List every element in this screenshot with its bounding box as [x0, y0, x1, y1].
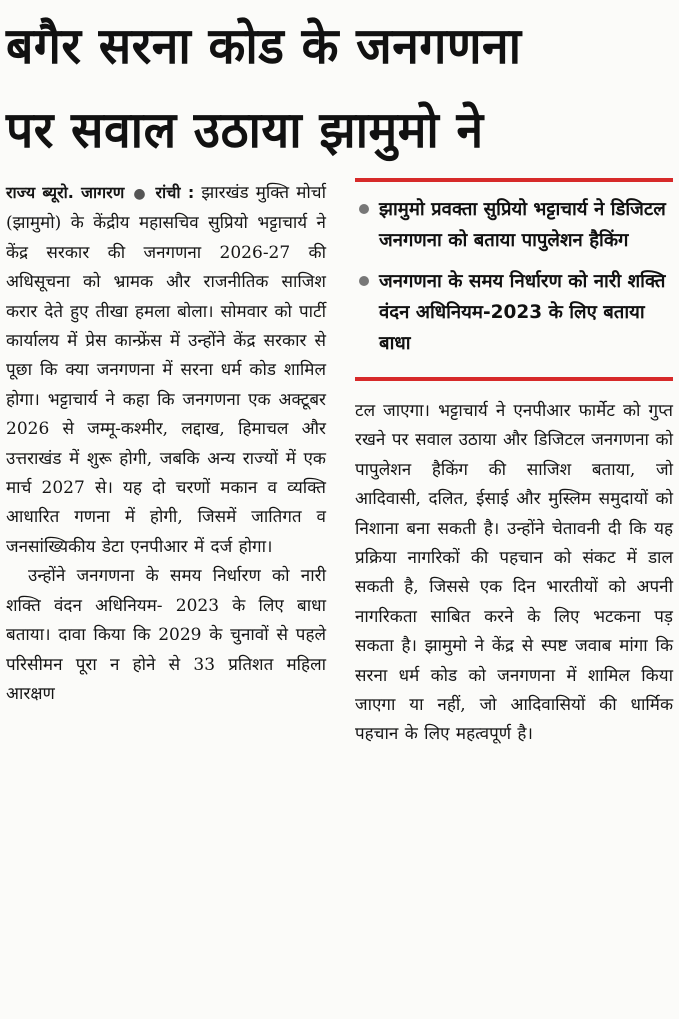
byline-place: रांची :	[155, 183, 195, 202]
paragraph-1-text: झारखंड मुक्ति मोर्चा (झामुमो) के केंद्रीय महासचिव सुप्रियो भट्टाचार्य ने केंद्र सरकार की जनगणना 2026-27 की अधिसूचना को भ्रामक और राजनीतिक साजिश करार देते हुए तीखा हमला बोला। सोमवार को पार्टी कार्यालय में प्रेस कान्फ्रेंस में उन्होंने केंद्र सरकार से पूछा कि क्या जनगणना में सरना धर्म कोड शामिल होगा। भट्टाचार्य ने कहा कि जनगणना एक अक्टूबर 2026 से जम्मू-कश्मीर, लद्दाख, हिमाचल और उत्तराखंड में शुरू होगी, जबकि अन्य राज्यों में एक मार्च 2027 से। यह दो चरणों मकान व व्यक्ति आधारित गणना में होगी, जिसमें जातिगत व जनसांख्यिकीय डेटा एनपीआर में दर्ज होगा।	[6, 183, 326, 557]
highlights-box	[355, 182, 673, 377]
bullet-icon	[359, 276, 369, 286]
lead-paragraph	[6, 178, 326, 562]
highlight-bottom-rule	[355, 377, 673, 381]
byline-bureau: राज्य ब्यूरो. जागरण	[6, 183, 125, 202]
highlight-item	[355, 194, 673, 256]
highlight-item	[355, 266, 673, 359]
headline-line-1: बगैर सरना कोड के जनगणना	[6, 17, 522, 75]
highlight-text: झामुमो प्रवक्ता सुप्रियो भट्टाचार्य ने डिजिटल जनगणना को बताया पापुलेशन हैकिंग	[379, 199, 666, 251]
paragraph-2: उन्होंने जनगणना के समय निर्धारण को नारी शक्ति वंदन अधिनियम- 2023 के लिए बाधा बताया। दावा किया कि 2029 के चुनावों से पहले परिसीमन पूरा न होने से 33 प्रतिशत महिला आरक्षण	[6, 566, 326, 704]
highlight-text: जनगणना के समय निर्धारण को नारी शक्ति वंदन अधिनियम-2023 के लिए बताया बाधा	[379, 271, 666, 354]
right-paragraph: टल जाएगा। भट्टाचार्य ने एनपीआर फार्मेट को गुप्त रखने पर सवाल उठाया और डिजिटल जनगणना को पापुलेशन हैकिंग की साजिश बताया, जो आदिवासी, दलित, ईसाई और मुस्लिम समुदायों को निशाना बना सकती है। उन्होंने चेतावनी दी कि यह प्रक्रिया नागरिकों की पहचान को संकट में डाल सकती है, जिससे एक दिन भारतीयों को अपनी नागरिकता साबित करने के लिए भटकना पड़ सकता है। झामुमो ने केंद्र से स्पष्ट जवाब मांगा कि सरना धर्म कोड को जनगणना में शामिल किया जाएगा या नहीं, जो आदिवासियों की धार्मिक पहचान के लिए महत्वपूर्ण है।	[355, 401, 673, 745]
bullet-icon	[359, 204, 369, 214]
right-column	[355, 178, 673, 750]
headline	[6, 4, 674, 172]
headline-line-2: पर सवाल उठाया झामुमो ने	[6, 101, 484, 159]
byline-separator: ●	[133, 186, 147, 202]
left-column	[6, 178, 326, 709]
